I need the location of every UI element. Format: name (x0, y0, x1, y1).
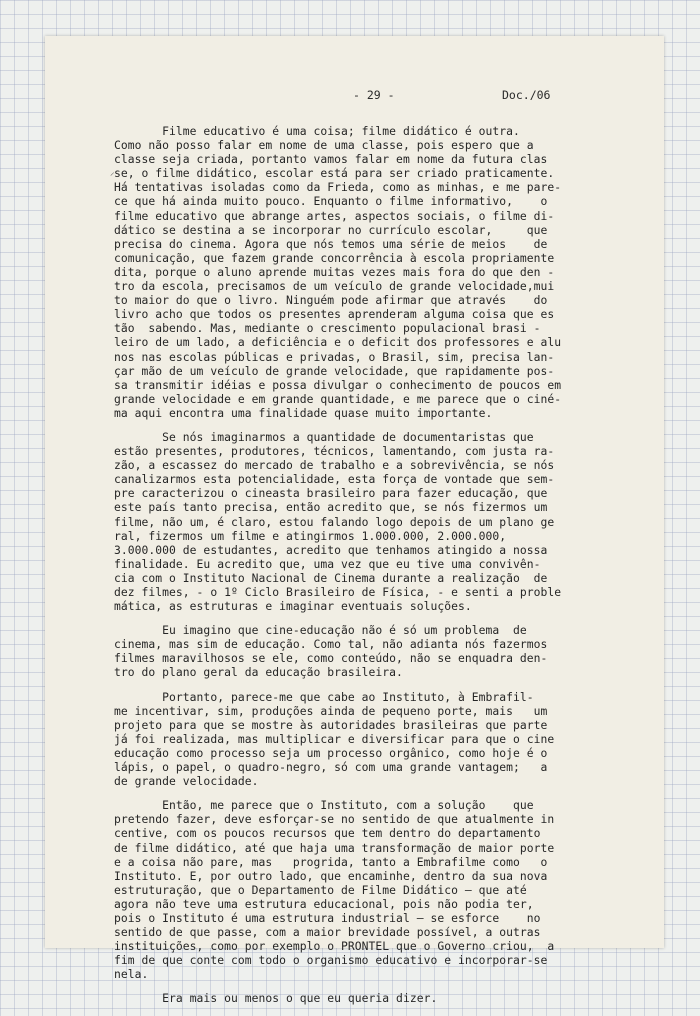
text-line: finalidade. Eu acredito que, uma vez que eu tive uma convivên- (114, 556, 541, 571)
text-line: sentido de que passe, com a maior brevidade possível, a outras (114, 925, 541, 940)
text-line: mática, as estruturas e imaginar eventuais soluções. (114, 599, 472, 614)
paragraph (114, 430, 644, 613)
text-line: sa transmitir idéias e possa divulgar o conhecimento de poucos em (114, 377, 562, 392)
text-line: projeto para que se mostre às autoridades brasileiras que parte (114, 717, 548, 732)
text-line: Se nós imaginarmos a quantidade de documentaristas que (114, 429, 534, 444)
text-line: Instituto. E, por outro lado, que encaminhe, dentro da sua nova (114, 868, 548, 883)
text-line: tro da escola, precisamos de um veículo de grande velocidade,mui (114, 279, 555, 294)
text-line: ce que há ainda muito pouco. Enquanto o filme informativo, o (114, 194, 548, 209)
text-line: comunicação, que fazem grande concorrência à escola propriamente (114, 250, 555, 265)
text-line: este país tanto precisa, então acredito que, se nós fizermos um (114, 500, 548, 515)
document-reference: Doc./06 (502, 88, 551, 102)
document-page (45, 36, 664, 1006)
text-line: agora não teve uma estrutura educacional, pois não podia ter, (114, 896, 534, 911)
document-body (114, 124, 644, 1016)
text-line: instituições, como por exemplo o PRONTEL que o Governo criou, a (114, 939, 555, 954)
text-line: e a coisa não pare, mas progrida, tanto a Embrafilme como o (114, 854, 548, 869)
text-line: se, o filme didático, escolar está para ser criado praticamente. (114, 166, 555, 181)
text-line: Como não posso falar em nome de uma classe, pois espero que a (114, 138, 534, 153)
text-line: Filme educativo é uma coisa; filme didático é outra. (114, 124, 520, 138)
text-line: de grande velocidade. (114, 774, 259, 789)
text-line: Era mais ou menos o que eu queria dizer. (114, 991, 438, 1006)
text-line: pre caracterizou o cineasta brasileiro para fazer educação, que (114, 486, 548, 501)
text-line: me incentivar, sim, produções ainda de pequeno porte, mais um (114, 703, 548, 718)
text-line: canalizarmos esta potencialidade, esta força de vontade que sem- (114, 472, 555, 487)
text-line: Portanto, parece-me que cabe ao Instituto, à Embrafil- (114, 689, 534, 704)
text-line: cia com o Instituto Nacional de Cinema durante a realização de (114, 570, 548, 585)
page-header (45, 88, 664, 104)
text-line: classe seja criada, portanto vamos falar em nome da futura clas (114, 152, 548, 167)
paragraph (114, 690, 644, 789)
text-line: grande velocidade e em grande quantidade, e me parece que o ciné- (114, 391, 562, 406)
text-line: to maior do que o livro. Ninguém pode afirmar que através do (114, 293, 548, 308)
text-line: Eu imagino que cine-educação não é só um problema de (114, 623, 527, 638)
text-line: cinema, mas sim de educação. Como tal, não adianta nós fazermos (114, 637, 548, 652)
text-line: livro acho que todos os presentes aprenderam alguma coisa que es (114, 307, 555, 322)
text-line: filme, não um, é claro, estou falando logo depois de um plano ge (114, 514, 555, 529)
text-line: nela. (114, 967, 149, 982)
text-line: 3.000.000 de estudantes, acredito que tenhamos atingido a nossa (114, 542, 548, 557)
text-line: nos nas escolas públicas e privadas, o Brasil, sim, precisa lan- (114, 349, 555, 364)
text-line: Então, me parece que o Instituto, com a solução que (114, 798, 534, 813)
paragraph (114, 124, 644, 420)
text-line: pretendo fazer, deve esforçar-se no sentido de que atualmente in (114, 812, 555, 827)
page-number: - 29 - (353, 88, 395, 102)
margin-mark: ⸝ (110, 168, 115, 178)
text-line: leiro de um lado, a deficiência e o deficit dos professores e alu (114, 335, 562, 350)
text-line: ral, fizermos um filme e atingirmos 1.000.000, 2.000.000, (114, 528, 507, 543)
text-line: educação como processo seja um processo orgânico, como hoje é o (114, 745, 548, 760)
text-line: filme educativo que abrange artes, aspectos sociais, o filme di- (114, 208, 555, 223)
text-line: tro do plano geral da educação brasileira. (114, 665, 403, 680)
text-line: centive, com os poucos recursos que tem dentro do departamento (114, 826, 541, 841)
text-line: Há tentativas isoladas como da Frieda, como as minhas, e me pare- (114, 180, 562, 195)
paragraph (114, 623, 644, 679)
text-line: fim de que conte com todo o organismo educativo e incorporar-se (114, 953, 548, 968)
text-line: dático se destina a se incorporar no currículo escolar, que (114, 222, 548, 237)
text-line: estruturação, que o Departamento de Filme Didático — que até (114, 882, 527, 897)
text-line: dez filmes, - o 1º Ciclo Brasileiro de Física, - e senti a proble (114, 585, 562, 599)
paragraph (114, 798, 644, 981)
text-line: dita, porque o aluno aprende muitas vezes mais fora do que den - (114, 264, 555, 279)
text-line: çar mão de um veículo de grande velocidade, que rapidamente pos- (114, 363, 555, 378)
text-line: já foi realizada, mas multiplicar e diversificar para que o cine (114, 731, 555, 746)
text-line: ma aqui encontra uma finalidade quase muito importante. (114, 405, 493, 420)
text-line: zão, a escassez do mercado de trabalho e a sobrevivência, se nós (114, 458, 555, 473)
text-line: tão sabendo. Mas, mediante o crescimento populacional brasi - (114, 321, 541, 336)
text-line: pois o Instituto é uma estrutura industrial — se esforce no (114, 910, 541, 925)
text-line: de filme didático, até que haja uma transformação de maior porte (114, 840, 555, 855)
paragraph (114, 991, 644, 1005)
text-line: estão presentes, produtores, técnicos, lamentando, com justa ra- (114, 444, 555, 459)
text-line: lápis, o papel, o quadro-negro, só com uma grande vantagem; a (114, 760, 548, 775)
text-line: precisa do cinema. Agora que nós temos uma série de meios de (114, 236, 548, 251)
text-line: filmes maravilhosos se ele, como conteúdo, não se enquadra den- (114, 651, 548, 666)
